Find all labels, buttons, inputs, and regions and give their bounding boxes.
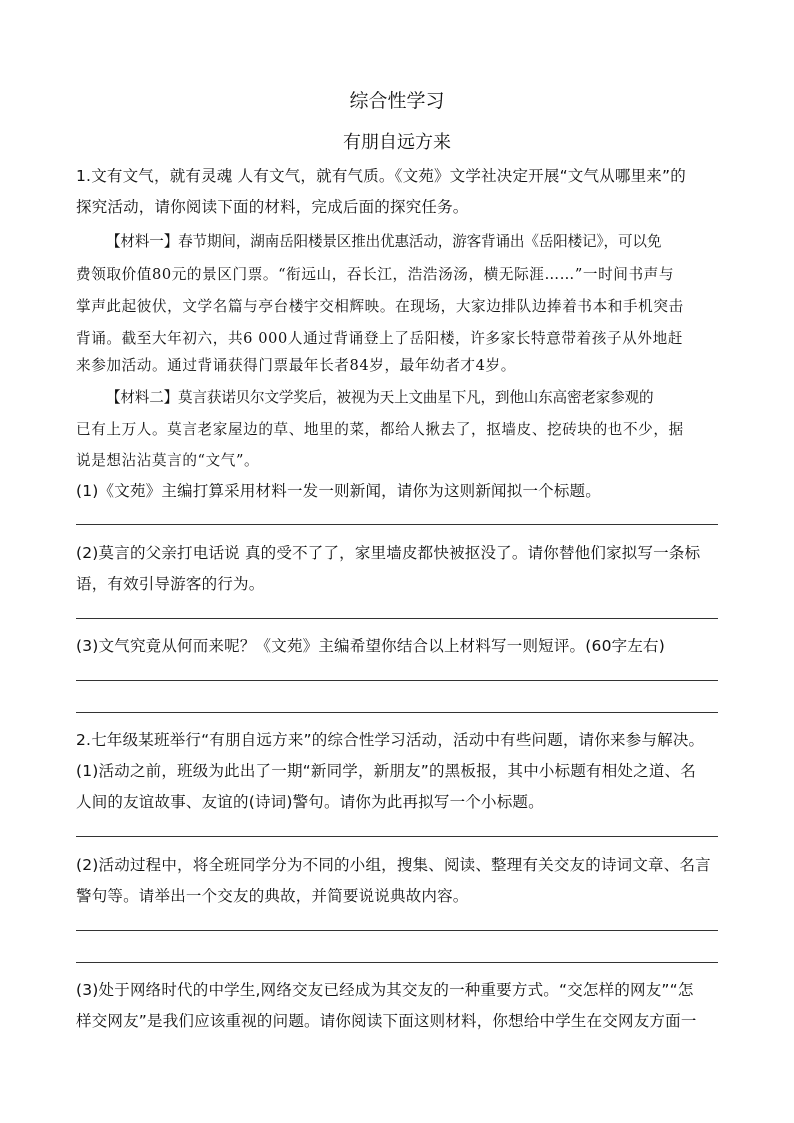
q1-intro-line-1: 1.文有文气，就有灵魂 人有文气，就有气质。《文苑》文学社决定开展“文气从哪里来”的 [76,167,686,185]
page-title: 综合性学习 [349,90,445,112]
material1-line-5: 来参加活动。通过背诵获得门票最年长者84岁，最年幼者才4岁。 [76,357,516,374]
answer-line[interactable] [76,962,718,963]
q2-intro: 2.七年级某班举行“有朋自远方来”的综合性学习活动，活动中有些问题，请你来参与解决。 [76,731,705,749]
answer-line[interactable] [76,524,718,525]
material2-line-1: 【材料二】莫言获诺贝尔文学奖后，被视为天上文曲星下凡，到他山东高密老家参观的 [106,389,654,406]
q2-sub2-line-1: (2)活动过程中，将全班同学分为不同的小组，搜集、阅读、整理有关交友的诗词文章、名言 [76,856,711,874]
q1-sub1: (1)《文苑》主编打算采用材料一发一则新闻，请你为这则新闻拟一个标题。 [76,482,601,500]
material2-line-2: 已有上万人。莫言老家屋边的草、地里的菜，都给人揪去了，抠墙皮、挖砖块的也不少，据 [76,421,684,438]
q1-intro-line-2: 探究活动，请你阅读下面的材料，完成后面的探究任务。 [76,198,469,216]
material2-line-3: 说是想沾沾莫言的“文气”。 [76,452,260,469]
q1-sub2-line-2: 语，有效引导游客的行为。 [76,575,265,593]
q2-sub2-line-2: 警句等。请举出一个交友的典故，并简要说说典故内容。 [76,887,469,905]
answer-line[interactable] [76,680,718,681]
answer-line[interactable] [76,618,718,619]
q2-sub1-line-2: 人间的友谊故事、友谊的(诗词)警句。请你为此再拟写一个小标题。 [76,793,544,811]
q1-sub3: (3)文气究竟从何而来呢？《文苑》主编希望你结合以上材料写一则短评。(60字左右) [76,637,665,655]
q2-sub3-line-1: (3)处于网络时代的中学生,网络交友已经成为其交友的一种重要方式。“交怎样的网友”“怎 [76,981,694,999]
material1-line-1: 【材料一】春节期间，湖南岳阳楼景区推出优惠活动，游客背诵出《岳阳楼记》，可以免 [106,233,662,250]
material1-line-3: 掌声此起彼伏，文学名篇与亭台楼宇交相辉映。在现场，大家边排队边捧着书本和手机突击 [76,298,684,315]
answer-line[interactable] [76,930,718,931]
q2-sub3-line-2: 样交网友”是我们应该重视的问题。请你阅读下面这则材料，你想给中学生在交网友方面一 [76,1012,697,1030]
q2-sub1-line-1: (1)活动之前，班级为此出了一期“新同学，新朋友”的黑板报，其中小标题有相处之道、名 [76,762,696,780]
answer-line[interactable] [76,712,718,713]
page-subtitle: 有朋自远方来 [343,132,451,153]
material1-line-4: 背诵。截至大年初六，共6 000人通过背诵登上了岳阳楼，许多家长特意带着孩子从外地赶 [76,330,683,347]
q1-sub2-line-1: (2)莫言的父亲打电话说 真的受不了了，家里墙皮都快被抠没了。请你替他们家拟写一条标 [76,544,701,562]
material1-line-2: 费领取价值80元的景区门票。“衔远山，吞长江，浩浩汤汤，横无际涯……”一时间书声与 [76,266,675,283]
answer-line[interactable] [76,836,718,837]
